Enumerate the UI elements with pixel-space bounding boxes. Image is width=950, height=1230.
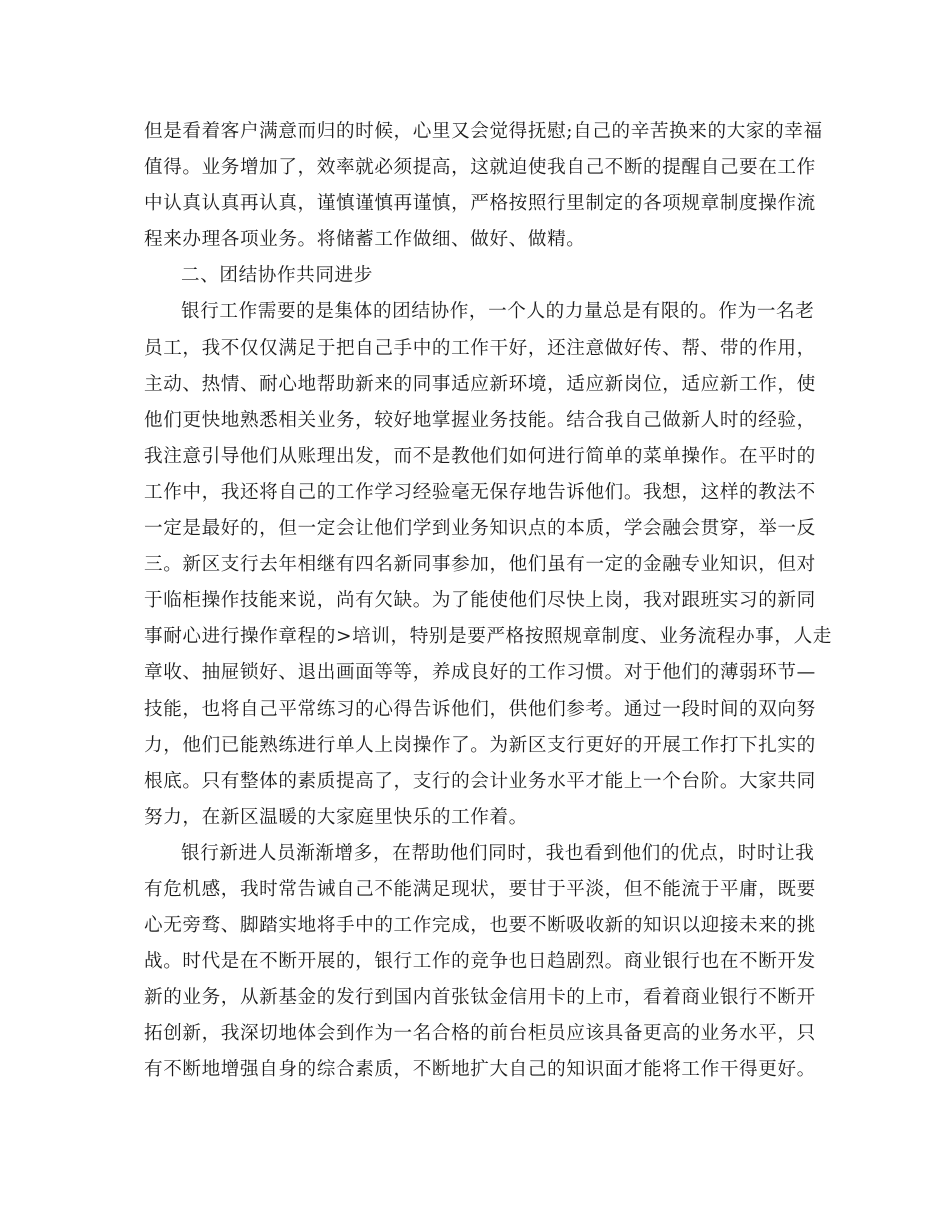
text-line: 有危机感，我时常告诫自己不能满足现状，要甘于平淡，但不能流于平庸，既要 — [144, 878, 816, 900]
text-line: 拓创新，我深切地体会到作为一名合格的前台柜员应该具备更高的业务水平，只 — [144, 1023, 816, 1045]
document-body-text — [144, 114, 832, 1089]
text-line: 新的业务，从新基金的发行到国内首张钛金信用卡的上市，看着商业银行不断开 — [144, 987, 816, 1009]
text-line: 有不断地增强自身的综合素质，不断地扩大自己的知识面才能将工作干得更好。 — [144, 1059, 816, 1081]
text-line: 心无旁骛、脚踏实地将手中的工作完成，也要不断吸收新的知识以迎接未来的挑 — [144, 915, 816, 937]
text-line: 努力，在新区温暖的大家庭里快乐的工作着。 — [144, 806, 528, 828]
text-line: 银行新进人员渐渐增多，在帮助他们同时，我也看到他们的优点，时时让我 — [181, 842, 815, 864]
text-line: 于临柜操作技能来说，尚有欠缺。为了能使他们尽快上岗，我对跟班实习的新同 — [144, 590, 816, 612]
text-line: 主动、热情、耐心地帮助新来的同事适应新环境，适应新岗位，适应新工作，使 — [144, 373, 816, 395]
text-line: 值得。业务增加了，效率就必须提高，这就迫使我自己不断的提醒自己要在工作 — [144, 157, 816, 179]
text-line: 程来办理各项业务。将储蓄工作做细、做好、做精。 — [144, 229, 586, 251]
text-line: 他们更快地熟悉相关业务，较好地掌握业务技能。结合我自己做新人时的经验， — [144, 409, 816, 431]
text-line: 章收、抽屉锁好、退出画面等等，养成良好的工作习惯。对于他们的薄弱环节— — [144, 662, 816, 684]
text-line: 员工，我不仅仅满足于把自己手中的工作干好，还注意做好传、帮、带的作用， — [144, 337, 816, 359]
text-line: 我注意引导他们从账理出发，而不是教他们如何进行简单的菜单操作。在平时的 — [144, 445, 816, 467]
text-line: 三。新区支行去年相继有四名新同事参加，他们虽有一定的金融专业知识，但对 — [144, 554, 816, 576]
text-line: 工作中，我还将自己的工作学习经验毫无保存地告诉他们。我想，这样的教法不 — [144, 481, 816, 503]
text-line: 力，他们已能熟练进行单人上岗操作了。为新区支行更好的开展工作打下扎实的 — [144, 734, 816, 756]
text-line: 战。时代是在不断开展的，银行工作的竞争也日趋剧烈。商业银行也在不断开发 — [144, 951, 816, 973]
text-line: 根底。只有整体的素质提高了，支行的会计业务水平才能上一个台阶。大家共同 — [144, 770, 816, 792]
text-line: 技能，也将自己平常练习的心得告诉他们，供他们参考。通过一段时间的双向努 — [144, 698, 816, 720]
text-line: 二、团结协作共同进步 — [181, 265, 373, 287]
text-line: 一定是最好的，但一定会让他们学到业务知识点的本质，学会融会贯穿，举一反 — [144, 518, 816, 540]
text-line: 但是看着客户满意而归的时候，心里又会觉得抚慰;自己的辛苦换来的大家的幸福 — [144, 121, 823, 142]
text-line: 银行工作需要的是集体的团结协作，一个人的力量总是有限的。作为一名老 — [181, 301, 815, 323]
text-line: 事耐心进行操作章程的>培训，特别是要严格按照规章制度、业务流程办事，人走 — [144, 626, 832, 648]
text-line: 中认真认真再认真，谨慎谨慎再谨慎，严格按照行里制定的各项规章制度操作流 — [144, 193, 816, 215]
